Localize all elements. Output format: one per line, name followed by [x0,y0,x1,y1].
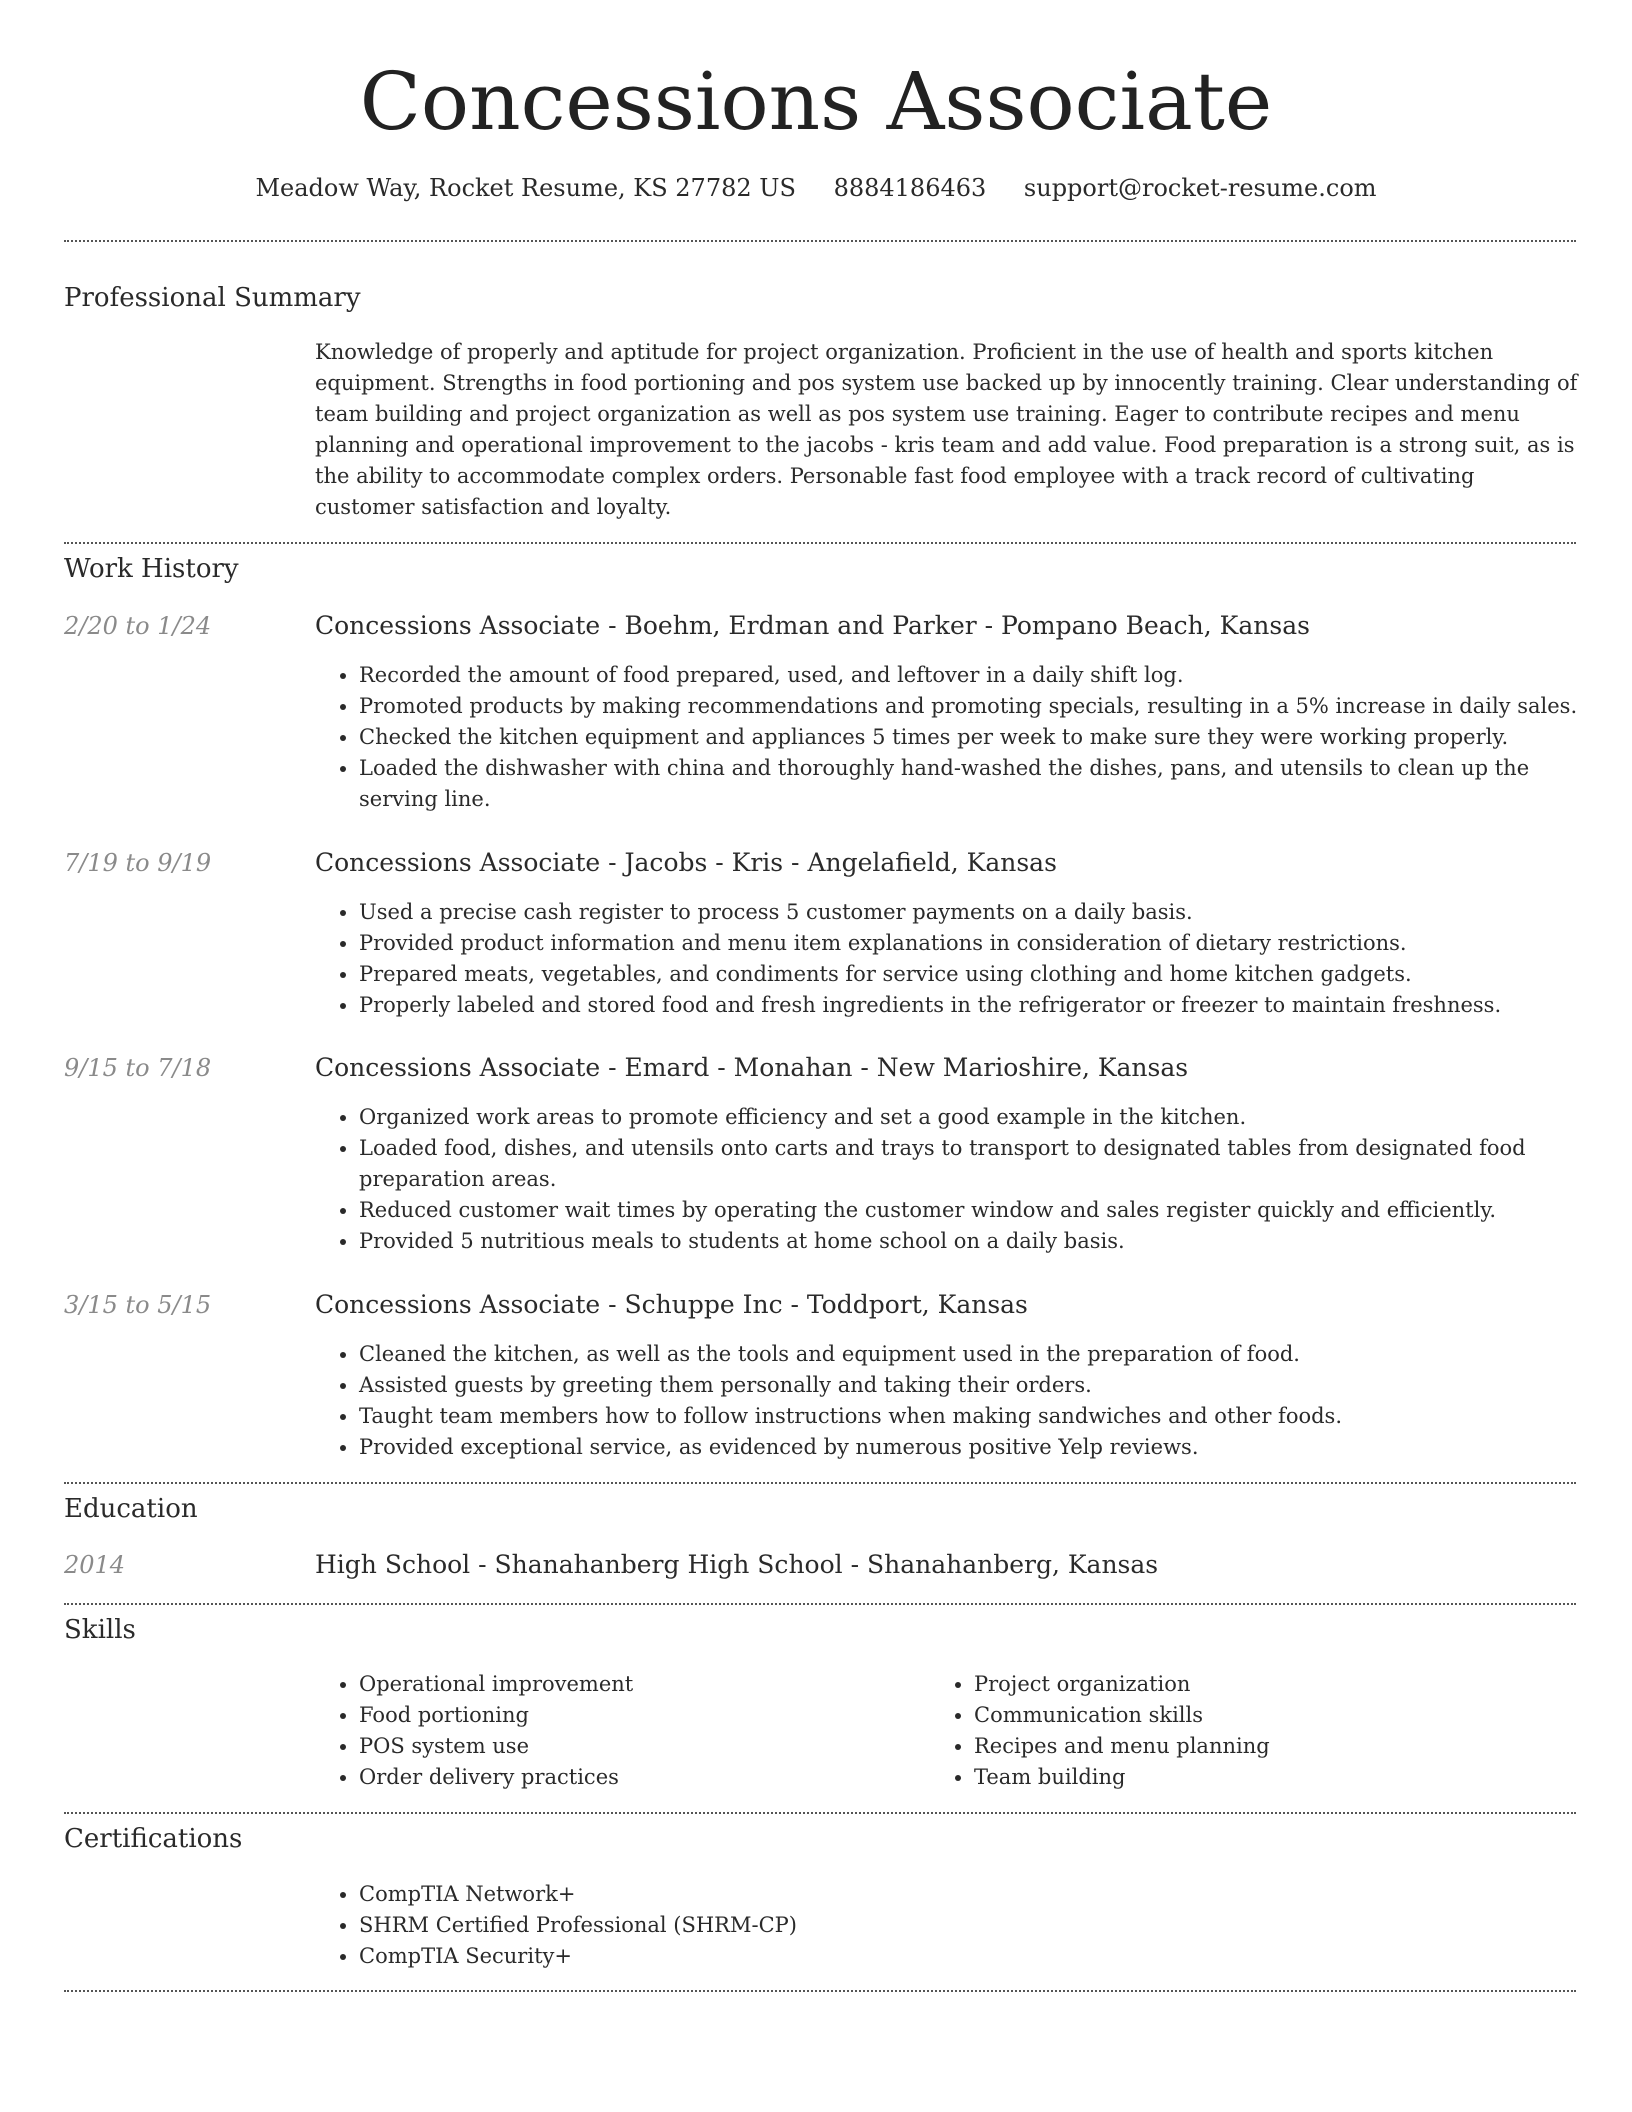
job-bullets [315,660,1580,815]
job-bullet: • Loaded the dishwasher with china and thoroughly hand-washed the dishes, pans, and utensils to clean up the serving line. [359,753,1580,815]
section-divider [64,240,1576,242]
certifications-title: Certifications [64,1824,243,1854]
job-bullet: • Checked the kitchen equipment and appliances 5 times per week to make sure they were working properly. [359,722,1580,753]
summary-title: Professional Summary [64,283,361,313]
job-bullet: • Properly labeled and stored food and fresh ingredients in the refrigerator or freezer to maintain freshness. [359,990,1580,1021]
job-bullet: • Provided product information and menu item explanations in consideration of dietary restrictions. [359,928,1580,959]
job-bullet: • Cleaned the kitchen, as well as the tools and equipment used in the preparation of food. [359,1339,1580,1370]
certification-item: • CompTIA Security+ [359,1941,1580,1972]
section-divider [64,1990,1576,1992]
job-bullet: • Taught team members how to follow instructions when making sandwiches and other foods. [359,1401,1580,1432]
job-heading: Concessions Associate - Boehm, Erdman and Parker - Pompano Beach, Kansas [315,611,1310,640]
section-divider [64,1482,1576,1484]
section-divider [64,1603,1576,1605]
skill-item: • Project organization [974,1669,1545,1700]
certification-item: • SHRM Certified Professional (SHRM-CP) [359,1910,1580,1941]
job-bullet: • Provided exceptional service, as evidenced by numerous positive Yelp reviews. [359,1432,1580,1463]
skill-item: • Team building [974,1762,1545,1793]
resume-name: Concessions Associate [359,55,1273,148]
job-bullets [315,1339,1580,1463]
skill-item: • Operational improvement [359,1669,930,1700]
education-heading: High School - Shanahanberg High School - Shanahanberg, Kansas [315,1550,1159,1579]
job-bullet: • Provided 5 nutritious meals to students at home school on a daily basis. [359,1226,1580,1257]
job-dates: 7/19 to 9/19 [64,849,212,877]
skill-item: • Recipes and menu planning [974,1731,1545,1762]
skill-item: • Food portioning [359,1700,930,1731]
skills-title: Skills [64,1615,136,1645]
job-bullets [315,1102,1580,1257]
skill-item: • POS system use [359,1731,930,1762]
job-heading: Concessions Associate - Emard - Monahan - New Marioshire, Kansas [315,1053,1189,1082]
job-heading: Concessions Associate - Jacobs - Kris - Angelafield, Kansas [315,848,1057,877]
skill-item: • Order delivery practices [359,1762,930,1793]
job-bullet: • Organized work areas to promote efficiency and set a good example in the kitchen. [359,1102,1580,1133]
work-history-title: Work History [64,554,239,584]
job-dates: 2/20 to 1/24 [64,612,212,640]
section-divider [64,542,1576,544]
job-bullet: • Prepared meats, vegetables, and condiments for service using clothing and home kitchen gadgets. [359,959,1580,990]
certification-item: • CompTIA Network+ [359,1879,1580,1910]
contact-address: Meadow Way, Rocket Resume, KS 27782 US [255,174,796,202]
job-bullet: • Promoted products by making recommendations and promoting specials, resulting in a 5% increase in daily sales. [359,691,1580,722]
section-divider [64,1812,1576,1814]
education-dates: 2014 [64,1551,126,1579]
contact-line [0,170,1632,206]
certifications-list [315,1879,1580,1972]
job-dates: 3/15 to 5/15 [64,1291,212,1319]
job-bullet: • Loaded food, dishes, and utensils onto carts and trays to transport to designated tables from designated food preparation areas. [359,1133,1580,1195]
job-bullet: • Assisted guests by greeting them personally and taking their orders. [359,1370,1580,1401]
contact-email: support@rocket-resume.com [1023,174,1377,202]
education-title: Education [64,1494,198,1524]
job-bullet: • Used a precise cash register to process 5 customer payments on a daily basis. [359,897,1580,928]
job-bullet: • Reduced customer wait times by operating the customer window and sales register quickly and efficiently. [359,1195,1580,1226]
summary-text: Knowledge of properly and aptitude for project organization. Proficient in the use of health and sports kitchen equipment. Strengths in food portioning and pos system use backed up by innocently training. Clear understanding of team building and project organization as well as pos system use training. Eager to contribute recipes and menu planning and operational improvement to the jacobs - kris team and add value. Food preparation is a strong suit, as is the ability to accommodate complex orders. Personable fast food employee with a track record of cultivating customer satisfaction and loyalty. [315,340,1578,519]
job-bullets [315,897,1580,1021]
contact-phone: 8884186463 [833,174,987,202]
skills-list-right [930,1669,1545,1793]
job-heading: Concessions Associate - Schuppe Inc - Toddport, Kansas [315,1290,1028,1319]
job-dates: 9/15 to 7/18 [64,1054,212,1082]
skills-list-left [315,1669,930,1793]
job-bullet: • Recorded the amount of food prepared, used, and leftover in a daily shift log. [359,660,1580,691]
skill-item: • Communication skills [974,1700,1545,1731]
